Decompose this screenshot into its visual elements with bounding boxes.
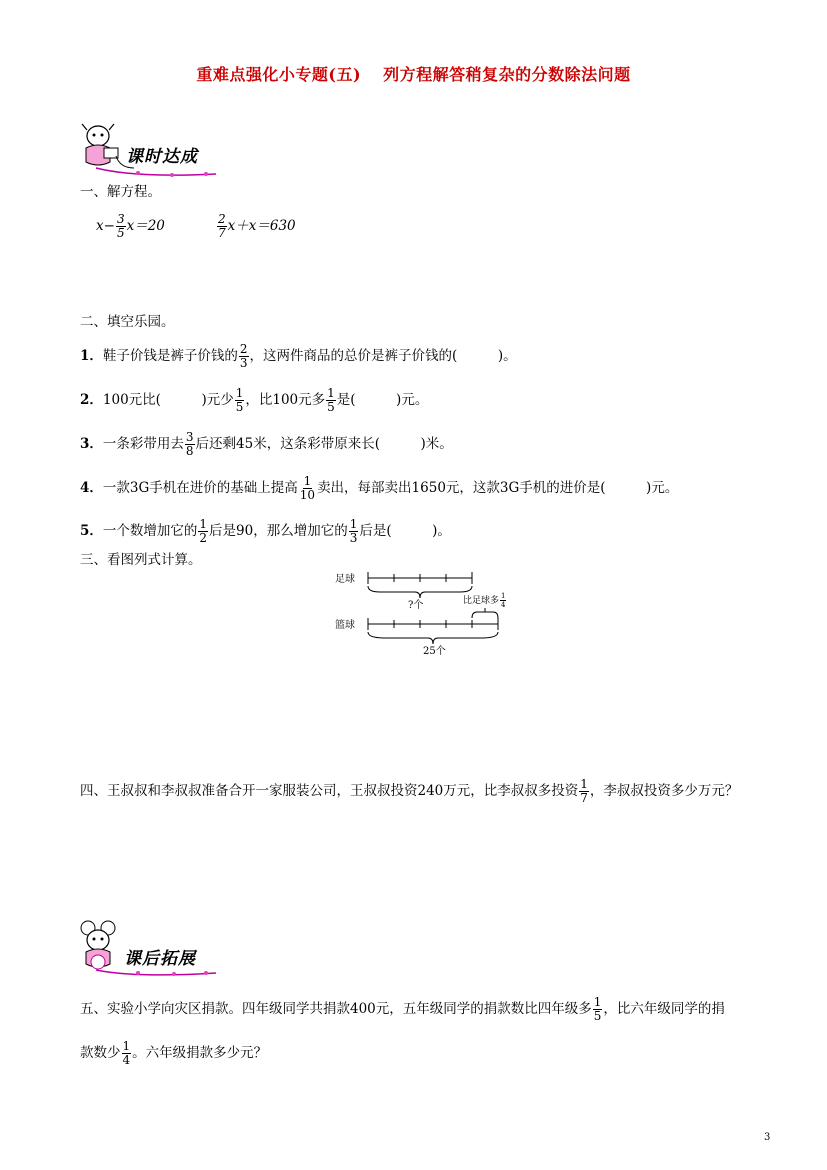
label-basketball: 篮球 xyxy=(335,620,355,631)
q5-fraction-1: $\frac{1}{2}$ xyxy=(199,517,208,545)
equation-2 xyxy=(216,213,296,240)
q3-fraction: $\frac{3}{8}$ xyxy=(185,430,194,458)
page-number: 3 xyxy=(764,1132,771,1143)
question-5: 5．一个数增加它的 $\frac{1}{2}$ 后是90，那么增加它的 $\frac{1}{3}$ 后是( )。 xyxy=(80,517,451,545)
sec2-heading: 二、填空乐园。 xyxy=(80,314,175,330)
banner-extension xyxy=(76,918,226,980)
sec4-fraction: $\frac{1}{7}$ xyxy=(580,777,588,805)
eq2-right: x＋x＝630 xyxy=(227,218,296,234)
question-4: 4．一款3G手机在进价的基础上提高 $\frac{1}{10}$ 卖出，每部卖出1650元，这款3G手机的进价是( )元。 xyxy=(80,474,679,502)
sec5-fraction-2: $\frac{1}{4}$ xyxy=(122,1039,131,1067)
eq1-fraction: $\frac{3}{5}$ xyxy=(116,212,125,240)
banner-extension-text: 课后拓展 xyxy=(124,949,196,969)
sec5-fraction-1: $\frac{1}{5}$ xyxy=(593,995,602,1023)
question-2: 2．100元比( )元少 $\frac{1}{5}$ ，比100元多 $\frac{1}{5}$ 是( )元。 xyxy=(80,386,429,414)
eq1-left: x− xyxy=(96,218,115,234)
segment-diagram xyxy=(335,568,535,658)
eq1-right: x＝20 xyxy=(126,218,165,234)
q2-fraction-1: $\frac{1}{5}$ xyxy=(235,386,244,414)
label-total: 25个 xyxy=(423,646,446,657)
label-more-than: 比足球多 $\frac{1}{4}$ xyxy=(463,592,506,609)
sec1-heading: 一、解方程。 xyxy=(80,184,161,200)
sec5-line2: 款数少 $\frac{1}{4}$ 。六年级捐款多少元？ xyxy=(80,1039,268,1067)
eq2-fraction: $\frac{2}{7}$ xyxy=(218,212,226,240)
q5-fraction-2: $\frac{1}{3}$ xyxy=(349,517,358,545)
sec4-question: 四、王叔叔和李叔叔准备合开一家服装公司，王叔叔投资240万元，比李叔叔多投资 $\frac{1}{7}$ ，李叔叔投资多少万元？ xyxy=(80,777,739,805)
label-football: 足球 xyxy=(335,574,355,585)
q4-fraction: $\frac{1}{10}$ xyxy=(299,474,316,502)
banner-lesson-text: 课时达成 xyxy=(126,147,198,167)
q1-fraction: $\frac{2}{3}$ xyxy=(239,342,248,370)
question-3: 3．一条彩带用去 $\frac{3}{8}$ 后还剩45米，这条彩带原来长( )米。 xyxy=(80,430,453,458)
label-unknown: ?个 xyxy=(408,600,424,611)
page-title xyxy=(0,62,827,85)
banner-lesson xyxy=(76,118,226,180)
title-part2: 列方程解答稍复杂的分数除法问题 xyxy=(383,65,631,84)
q2-fraction-2: $\frac{1}{5}$ xyxy=(327,386,335,414)
title-part1: 重难点强化小专题(五) xyxy=(196,65,362,84)
question-1: 1．鞋子价钱是裤子价钱的 $\frac{2}{3}$ ，这两件商品的总价是裤子价钱的( )。 xyxy=(80,342,517,370)
equation-1 xyxy=(96,213,165,240)
sec3-heading: 三、看图列式计算。 xyxy=(80,552,202,568)
sec5-line1: 五、实验小学向灾区捐款。四年级同学共捐款400元，五年级同学的捐款数比四年级多 $\frac{1}{5}$ ，比六年级同学的捐 xyxy=(80,995,725,1023)
